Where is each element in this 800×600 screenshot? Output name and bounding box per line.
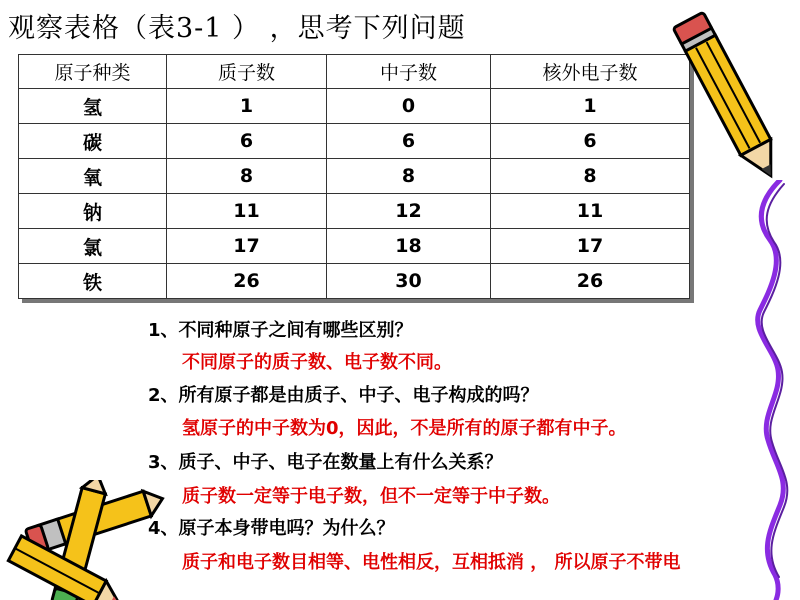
cell-protons: 26 — [167, 264, 327, 299]
header-atom-type: 原子种类 — [19, 55, 167, 89]
cell-atom: 氧 — [19, 159, 167, 194]
cell-protons: 8 — [167, 159, 327, 194]
table-header-row — [19, 55, 690, 89]
atom-table-container — [18, 54, 690, 299]
cell-electrons: 6 — [491, 124, 690, 159]
question-1: 1、不同种原子之间有哪些区别？ — [148, 320, 413, 341]
atom-table — [18, 54, 690, 299]
cell-neutrons: 0 — [327, 89, 491, 124]
table-row — [19, 89, 690, 124]
cell-protons: 1 — [167, 89, 327, 124]
table-row — [19, 194, 690, 229]
cell-protons: 17 — [167, 229, 327, 264]
cell-electrons: 26 — [491, 264, 690, 299]
answer-2: 氢原子的中子数为0，因此，不是所有的原子都有中子。 — [182, 418, 627, 439]
cell-atom: 铁 — [19, 264, 167, 299]
question-4: 4、原子本身带电吗？为什么？ — [148, 518, 395, 539]
cell-neutrons: 12 — [327, 194, 491, 229]
cell-protons: 11 — [167, 194, 327, 229]
cell-neutrons: 6 — [327, 124, 491, 159]
table-row — [19, 159, 690, 194]
cell-atom: 氯 — [19, 229, 167, 264]
header-protons: 质子数 — [167, 55, 327, 89]
purple-scribble-icon — [740, 180, 800, 600]
answer-3: 质子数一定等于电子数，但不一定等于中子数。 — [182, 486, 560, 507]
question-2: 2、所有原子都是由质子、中子、电子构成的吗？ — [148, 385, 539, 406]
slide-title: 观察表格（表3-1 ） ，思考下列问题 — [8, 13, 466, 44]
cell-atom: 碳 — [19, 124, 167, 159]
cell-neutrons: 30 — [327, 264, 491, 299]
table-row — [19, 229, 690, 264]
table-row — [19, 264, 690, 299]
cell-electrons: 1 — [491, 89, 690, 124]
cell-atom: 氢 — [19, 89, 167, 124]
cell-neutrons: 8 — [327, 159, 491, 194]
header-electrons: 核外电子数 — [491, 55, 690, 89]
cell-electrons: 8 — [491, 159, 690, 194]
answer-4: 质子和电子数目相等、电性相反，互相抵消 ， 所以原子不带电 — [182, 552, 681, 573]
pencil-icon — [672, 2, 787, 192]
cell-electrons: 11 — [491, 194, 690, 229]
question-3: 3、质子、中子、电子在数量上有什么关系？ — [148, 452, 503, 473]
cell-atom: 钠 — [19, 194, 167, 229]
table-row — [19, 124, 690, 159]
cell-electrons: 17 — [491, 229, 690, 264]
header-neutrons: 中子数 — [327, 55, 491, 89]
cell-protons: 6 — [167, 124, 327, 159]
answer-1: 不同原子的质子数、电子数不同。 — [182, 352, 452, 373]
pencils-bottom-left-icon — [0, 480, 165, 600]
cell-neutrons: 18 — [327, 229, 491, 264]
